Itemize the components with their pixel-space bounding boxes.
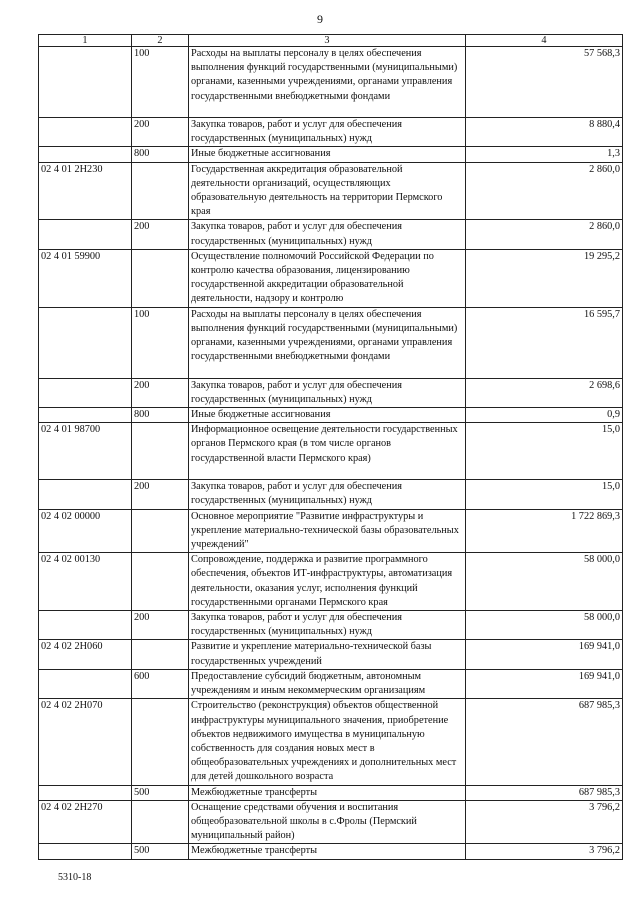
row-expense-type: 100 — [132, 47, 189, 118]
row-code — [39, 118, 132, 147]
table-row — [39, 800, 623, 844]
document-code: 5310-18 — [58, 872, 92, 883]
budget-table — [38, 34, 623, 860]
column-header-code: 1 — [39, 35, 132, 47]
row-expense-type — [132, 509, 189, 553]
table-row — [39, 480, 623, 509]
row-name: Закупка товаров, работ и услуг для обеспечения государственных (муниципальных) нужд — [189, 611, 466, 640]
row-name: Основное мероприятие "Развитие инфраструктуры и укрепление материально-технической базы образовательных учреждений" — [189, 509, 466, 553]
row-amount: 2 698,6 — [466, 378, 623, 407]
column-header-amount: 4 — [466, 35, 623, 47]
table-row — [39, 378, 623, 407]
row-amount: 687 985,3 — [466, 699, 623, 785]
row-amount: 0,9 — [466, 408, 623, 423]
column-header-type: 2 — [132, 35, 189, 47]
row-name: Сопровождение, поддержка и развитие программного обеспечения, объектов ИТ-инфраструктуры, автоматизация деятельности, оказания услуг, исполнения функций государственными органами Пермского края — [189, 553, 466, 611]
row-name: Государственная аккредитация образовательной деятельности организаций, осуществляющих образовательную деятельность на территории Пермского края — [189, 162, 466, 220]
row-amount: 2 860,0 — [466, 220, 623, 249]
row-amount: 2 860,0 — [466, 162, 623, 220]
table-row — [39, 162, 623, 220]
row-code — [39, 220, 132, 249]
row-amount: 19 295,2 — [466, 249, 623, 307]
row-code — [39, 307, 132, 378]
table-row — [39, 640, 623, 669]
row-expense-type — [132, 699, 189, 785]
row-amount: 58 000,0 — [466, 553, 623, 611]
row-code: 02 4 01 2Н230 — [39, 162, 132, 220]
row-code — [39, 408, 132, 423]
row-name: Закупка товаров, работ и услуг для обеспечения государственных (муниципальных) нужд — [189, 220, 466, 249]
row-code — [39, 47, 132, 118]
row-amount: 15,0 — [466, 480, 623, 509]
row-amount: 169 941,0 — [466, 669, 623, 698]
row-name: Оснащение средствами обучения и воспитания общеобразовательной школы в с.Фролы (Пермский муниципальный район) — [189, 800, 466, 844]
table-row — [39, 220, 623, 249]
row-expense-type: 200 — [132, 378, 189, 407]
table-row — [39, 423, 623, 480]
row-amount: 57 568,3 — [466, 47, 623, 118]
table-row — [39, 408, 623, 423]
row-code — [39, 669, 132, 698]
row-name: Иные бюджетные ассигнования — [189, 408, 466, 423]
row-amount: 1 722 869,3 — [466, 509, 623, 553]
row-code — [39, 480, 132, 509]
row-expense-type — [132, 553, 189, 611]
row-code — [39, 844, 132, 859]
row-code: 02 4 02 2Н060 — [39, 640, 132, 669]
table-row — [39, 47, 623, 118]
row-code: 02 4 02 00000 — [39, 509, 132, 553]
column-header-row — [39, 35, 623, 47]
row-code — [39, 147, 132, 162]
table-row — [39, 785, 623, 800]
row-expense-type: 200 — [132, 611, 189, 640]
row-expense-type: 100 — [132, 307, 189, 378]
table-row — [39, 611, 623, 640]
row-code: 02 4 01 98700 — [39, 423, 132, 480]
row-expense-type: 200 — [132, 220, 189, 249]
row-name: Расходы на выплаты персоналу в целях обеспечения выполнения функций государственными (муниципальными) органами, казенными учреждениями, органами управления государственными внебюджетными фондами — [189, 307, 466, 378]
row-amount: 8 880,4 — [466, 118, 623, 147]
row-name: Расходы на выплаты персоналу в целях обеспечения выполнения функций государственными (муниципальными) органами, казенными учреждениями, органами управления государственными внебюджетными фондами — [189, 47, 466, 118]
row-amount: 3 796,2 — [466, 844, 623, 859]
row-expense-type: 200 — [132, 480, 189, 509]
table-row — [39, 307, 623, 378]
row-code — [39, 611, 132, 640]
table-row — [39, 249, 623, 307]
row-expense-type: 200 — [132, 118, 189, 147]
column-header-name: 3 — [189, 35, 466, 47]
row-expense-type: 500 — [132, 844, 189, 859]
row-amount: 15,0 — [466, 423, 623, 480]
row-amount: 687 985,3 — [466, 785, 623, 800]
row-expense-type: 800 — [132, 408, 189, 423]
row-name: Информационное освещение деятельности государственных органов Пермского края (в том числе органов государственной власти Пермского края) — [189, 423, 466, 480]
row-name: Закупка товаров, работ и услуг для обеспечения государственных (муниципальных) нужд — [189, 378, 466, 407]
row-code — [39, 785, 132, 800]
row-amount: 169 941,0 — [466, 640, 623, 669]
row-name: Межбюджетные трансферты — [189, 844, 466, 859]
table-row — [39, 553, 623, 611]
row-name: Осуществление полномочий Российской Федерации по контролю качества образования, лицензированию государственной аккредитации образовательной деятельности, надзору и контролю — [189, 249, 466, 307]
row-amount: 58 000,0 — [466, 611, 623, 640]
row-expense-type — [132, 640, 189, 669]
row-code — [39, 378, 132, 407]
table-row — [39, 118, 623, 147]
table-row — [39, 147, 623, 162]
row-expense-type — [132, 423, 189, 480]
row-expense-type: 600 — [132, 669, 189, 698]
table-row — [39, 699, 623, 785]
table-row — [39, 669, 623, 698]
row-expense-type — [132, 800, 189, 844]
row-name: Межбюджетные трансферты — [189, 785, 466, 800]
row-expense-type — [132, 249, 189, 307]
row-amount: 1,3 — [466, 147, 623, 162]
page-number: 9 — [317, 12, 323, 26]
row-name: Предоставление субсидий бюджетным, автономным учреждениям и иным некоммерческим организациям — [189, 669, 466, 698]
row-name: Закупка товаров, работ и услуг для обеспечения государственных (муниципальных) нужд — [189, 118, 466, 147]
row-name: Строительство (реконструкция) объектов общественной инфраструктуры муниципального значения, приобретение объектов недвижимого имущества в муниципальную собственность для создания новых мест в общеобразовательных учреждениях и дополнительных мест для детей дошкольного возраста — [189, 699, 466, 785]
row-code: 02 4 01 59900 — [39, 249, 132, 307]
row-expense-type: 800 — [132, 147, 189, 162]
row-amount: 3 796,2 — [466, 800, 623, 844]
table-row — [39, 844, 623, 859]
row-code: 02 4 02 2Н270 — [39, 800, 132, 844]
row-name: Иные бюджетные ассигнования — [189, 147, 466, 162]
row-name: Развитие и укрепление материально-технической базы государственных учреждений — [189, 640, 466, 669]
table-row — [39, 509, 623, 553]
row-amount: 16 595,7 — [466, 307, 623, 378]
row-expense-type: 500 — [132, 785, 189, 800]
row-code: 02 4 02 2Н070 — [39, 699, 132, 785]
row-expense-type — [132, 162, 189, 220]
row-name: Закупка товаров, работ и услуг для обеспечения государственных (муниципальных) нужд — [189, 480, 466, 509]
row-code: 02 4 02 00130 — [39, 553, 132, 611]
